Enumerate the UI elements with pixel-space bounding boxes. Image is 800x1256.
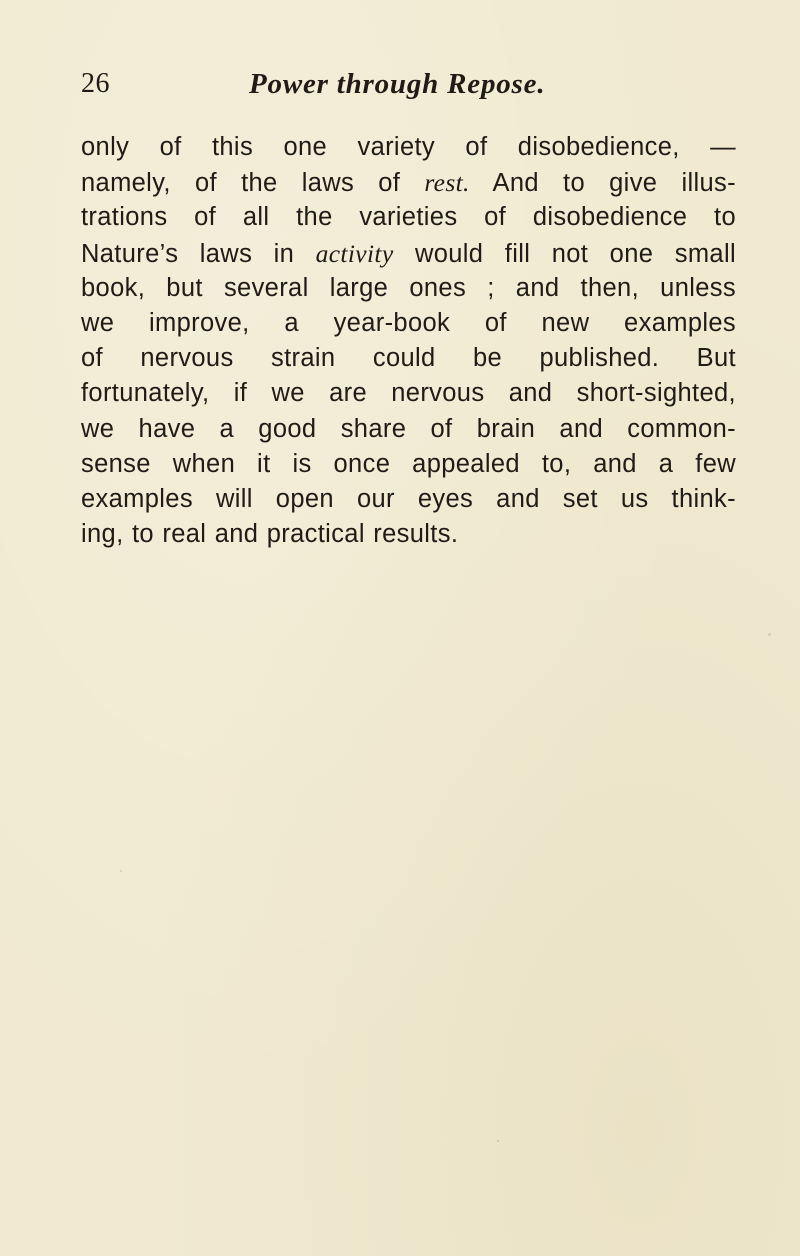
text-segment: Nature’s laws in bbox=[81, 239, 316, 268]
page-number: 26 bbox=[81, 68, 110, 99]
page-header bbox=[81, 64, 741, 104]
text-line: of nervous strain could be published. But bbox=[81, 344, 736, 373]
text-line: examples will open our eyes and set us think- bbox=[81, 484, 736, 513]
running-title: Power through Repose. bbox=[249, 68, 546, 100]
italic-word: rest. bbox=[424, 168, 470, 198]
text-line: we have a good share of brain and common- bbox=[81, 414, 736, 443]
text-segment: would fill not one small bbox=[393, 239, 736, 268]
paper-speck bbox=[497, 1140, 499, 1142]
text-segment: And to give illus- bbox=[469, 169, 736, 198]
text-line bbox=[81, 236, 736, 271]
text-line: trations of all the varieties of disobedience to bbox=[81, 203, 736, 232]
text-line: fortunately, if we are nervous and short-sighted, bbox=[81, 379, 736, 408]
text-segment: namely, of the laws of bbox=[81, 169, 425, 198]
text-line: we improve, a year-book of new examples bbox=[81, 308, 736, 337]
text-line: ing, to real and practical results. bbox=[81, 520, 459, 549]
text-line: only of this one variety of disobedience, — bbox=[81, 133, 736, 161]
body-paragraph bbox=[81, 130, 736, 552]
paper-speck bbox=[768, 633, 771, 636]
italic-word: activity bbox=[315, 238, 394, 268]
text-line: sense when it is once appealed to, and a few bbox=[81, 449, 736, 478]
text-line bbox=[81, 165, 736, 200]
text-line: book, but several large ones ; and then, unless bbox=[81, 273, 736, 302]
paper-speck bbox=[120, 870, 122, 872]
